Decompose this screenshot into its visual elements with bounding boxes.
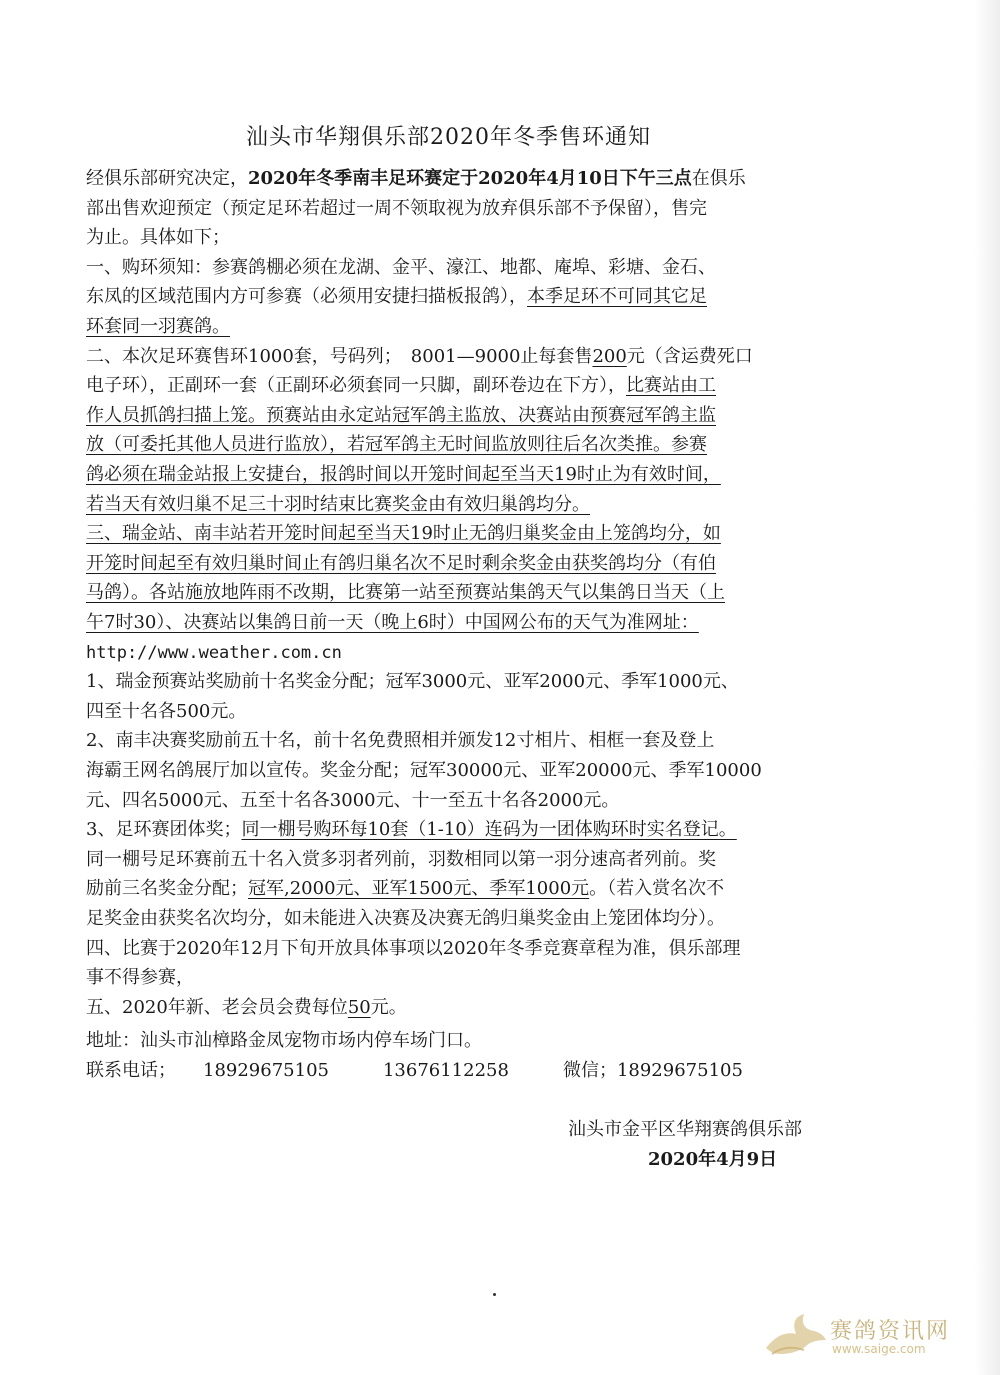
line-segment: 。（若入赏名次不 [589,878,725,900]
line-segment: 电子环），正副环一套（正副环必须套同一只脚，副环卷边在下方）， [86,375,626,397]
notice-line [86,195,707,223]
notice-line [86,787,619,815]
line-segment: 东凤的区域范围内方可参赛（必须用安捷扫描板报鸽）， [86,286,527,308]
line-segment: 海霸王网名鸽展厅加以宣传。奖金分配；冠军30000元、亚军20000元、季军10000 [86,760,762,781]
line-segment: 四至十名各500元。 [86,700,247,722]
notice-line [86,935,741,963]
notice-line [86,994,407,1022]
watermark-text: 赛鸽资讯网 [830,1319,951,1344]
scan-speck [493,1293,496,1296]
signature-organization: 汕头市金平区华翔赛鸽俱乐部 [568,1119,802,1140]
line-segment: 五、2020年新、老会员会费每位 [86,996,348,1018]
notice-line [86,905,725,933]
notice-line [86,520,721,548]
line-segment: 三、瑞金站、南丰站若开笼时间起至当天19时止无鸽归巢奖金由上笼鸽均分，如 [86,523,721,545]
line-segment: 1、瑞金预赛站奖励前十名奖金分配；冠军3000元、亚军2000元、季军1000元、 [86,671,739,693]
notice-line [86,491,590,519]
line-segment: 同一棚号购环每10套（1-10）连码为一团体购环时实名登记。 [241,819,737,841]
notice-line [86,698,246,726]
notice-line [86,609,699,637]
notice-line [86,461,721,489]
line-segment: 元（含运费死口 [626,345,753,367]
line-segment: 事不得参赛， [86,967,194,989]
line-segment: 为止。具体如下； [86,227,230,249]
line-segment: 地址：汕头市汕樟路金凤宠物市场内停车场门口。 [86,1030,482,1052]
notice-line [86,224,230,252]
line-segment: 作人员抓鸽扫描上笼。预赛站由永定站冠军鸽主监放、决赛站由预赛冠军鸽主监 [86,404,716,426]
line-segment: 2、南丰决赛奖励前五十名，前十名免费照相并颁发12寸相片、相框一套及登上 [86,730,715,752]
line-segment: 50 [347,996,371,1018]
notice-line [86,431,707,459]
weather-url-text: http://www.weather.com.cn [86,642,342,663]
watermark-url: www.saige.com [832,1342,926,1356]
notice-line [86,283,707,311]
line-segment: 200 [592,345,627,367]
line-segment: 本季足环不可同其它足 [527,286,707,308]
line-segment: 足奖金由获奖名次均分，如未能进入决赛及决赛无鸽归巢奖金由上笼团体均分）。 [86,908,725,929]
notice-line [86,846,716,874]
line-segment: 元。 [370,996,407,1018]
notice-line [86,165,746,193]
line-segment: 开笼时间起至有效归巢时间止有鸽归巢名次不足时剩余奖金由获奖鸽均分（有伯 [86,552,716,574]
line-segment: 2020年冬季南丰足环赛定于2020年4月10日下午三点 [248,168,692,189]
notice-line [86,727,714,755]
line-segment: 午7时30）、决赛站以集鸽日前一天（晚上6时）中国网公布的天气为准网址： [86,612,699,633]
notice-title: 汕头市华翔俱乐部2020年冬季售环通知 [246,125,651,150]
notice-line [86,343,753,371]
line-segment: 二、本次足环赛售环1000套，号码列； 8001—9000止每套售 [86,345,593,367]
notice-line [86,313,230,341]
line-segment: 环套同一羽赛鸽。 [86,316,230,337]
watermark [760,1310,960,1360]
line-segment: 经俱乐部研究决定， [86,168,248,189]
notice-line [86,402,716,430]
line-segment: 放（可委托其他人员进行监放），若冠军鸽主无时间监放则往后名次类推。参赛 [86,434,707,456]
line-segment: 元、四名5000元、五至十名各3000元、十一至五十名各2000元。 [86,789,620,811]
line-segment: 3、足环赛团体奖； [86,819,242,841]
line-segment: 同一棚号足环赛前五十名入赏多羽者列前，羽数相同以第一羽分速高者列前。奖 [86,848,716,870]
notice-line [86,550,716,578]
line-segment: 励前三名奖金分配； [86,878,248,900]
line-segment: 联系电话； 18929675105 13676112258 微信；18929675105 [86,1060,743,1081]
signature-date: 2020年4月9日 [648,1149,778,1170]
pigeon-logo-icon [760,1310,830,1360]
line-segment: 四、比赛于2020年12月下旬开放具体事项以2020年冬季竞赛章程为准，俱乐部理 [86,937,741,959]
notice-line [86,372,716,400]
notice-line [86,639,342,667]
line-segment: 比赛站由工 [626,375,716,397]
line-segment: 若当天有效归巢不足三十羽时结束比赛奖金由有效归巢鸽均分。 [86,493,590,515]
notice-line [86,254,716,282]
notice-line [86,1057,743,1085]
notice-line [86,757,762,785]
notice-line [86,875,724,903]
notice-line [86,1027,482,1055]
line-segment: 一、购环须知：参赛鸽棚必须在龙湖、金平、濠江、地都、庵埠、彩塘、金石、 [86,256,716,278]
line-segment: 部出售欢迎预定（预定足环若超过一周不领取视为放弃俱乐部不予保留），售完 [86,197,707,219]
line-segment: 鸽必须在瑞金站报上安捷台，报鸽时间以开笼时间起至当天19时止为有效时间， [86,464,721,485]
notice-line [86,668,739,696]
line-segment: 在俱乐 [691,168,746,189]
notice-line [86,579,725,607]
line-segment: 冠军,2000元、亚军1500元、季军1000元 [248,878,590,900]
scan-edge [974,0,1000,1375]
line-segment: 马鸽）。各站施放地阵雨不改期，比赛第一站至预赛站集鸽天气以集鸽日当天（上 [86,582,725,604]
notice-line [86,816,737,844]
notice-line [86,964,194,992]
